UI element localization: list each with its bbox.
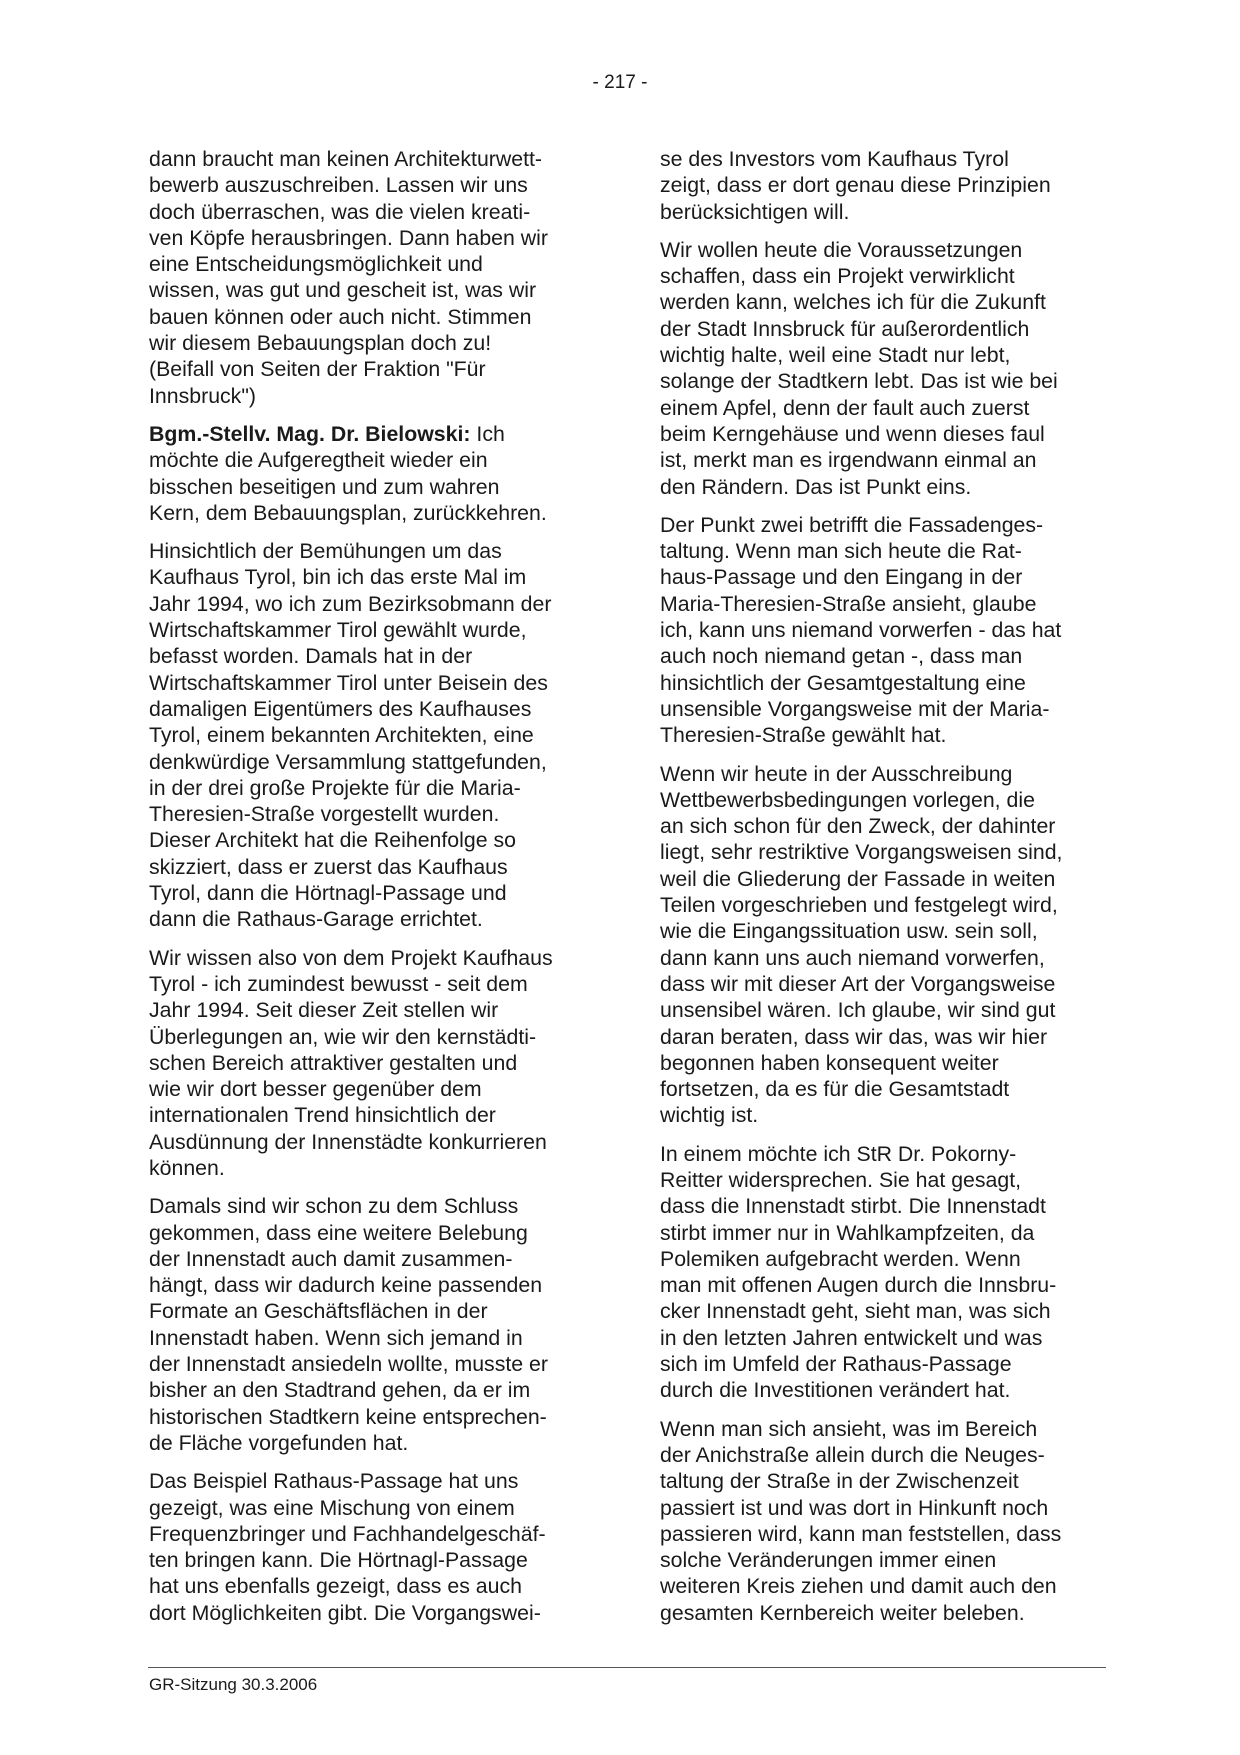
paragraph: Hinsichtlich der Bemühungen um das Kaufhaus Tyrol, bin ich das erste Mal im Jahr 1994, wo ich zum Bezirksobmann der Wirtschaftskammer Tirol gewählt wurde, befasst worden. Damals hat in der Wirtschaftskammer Tirol unter Beisein des damaligen Eigentümers des Kaufhauses Tyrol, einem bekannten Architekten, eine denkwürdige Versammlung stattgefunden, in der drei große Projekte für die Maria- Theresien-Straße vorgestellt wurden. Dieser Architekt hat die Reihenfolge so skizziert, dass er zuerst das Kaufhaus Tyrol, dann die Hörtnagl-Passage und dann die Rathaus-Garage errichtet.	[149, 539, 552, 932]
page-number: - 217 -	[592, 72, 648, 93]
footer-session-date: GR-Sitzung 30.3.2006	[149, 1675, 318, 1694]
speaker-paragraph	[149, 421, 599, 526]
paragraph: dann braucht man keinen Architekturwett- bewerb auszuschreiben. Lassen wir uns doch überraschen, was die vielen kreati- ven Köpfe herausbringen. Dann haben wir eine Entscheidungsmöglichkeit und wissen, was gut und gescheit ist, was wir bauen können oder auch nicht. Stimmen wir diesem Bebauungsplan doch zu! (Beifall von Seiten der Fraktion "Für Innsbruck")	[149, 147, 548, 408]
paragraph: In einem möchte ich StR Dr. Pokorny- Reitter widersprechen. Sie hat gesagt, dass die Innenstadt stirbt. Die Innenstadt stirbt immer nur in Wahlkampfzeiten, da Polemiken aufgebracht werden. Wenn man mit offenen Augen durch die Innsbru- cker Innenstadt geht, sieht man, was sich in den letzten Jahren entwickelt und was sich im Umfeld der Rathaus-Passage durch die Investitionen verändert hat.	[660, 1141, 1057, 1403]
speaker-statement: Ich möchte die Aufgeregtheit wieder ein bisschen beseitigen und zum wahren Kern, dem Bebauungsplan, zurückkehren.	[149, 421, 547, 525]
right-column	[660, 146, 1110, 1638]
paragraph: Damals sind wir schon zu dem Schluss gekommen, dass eine weitere Belebung der Innenstadt auch damit zusammen- hängt, dass wir dadurch keine passenden Formate an Geschäftsflächen in der Innenstadt haben. Wenn sich jemand in der Innenstadt ansiedeln wollte, musste er bisher an den Stadtrand gehen, da er im historischen Stadtkern keine entsprechen- de Fläche vorgefunden hat.	[149, 1194, 548, 1455]
paragraph: se des Investors vom Kaufhaus Tyrol zeigt, dass er dort genau diese Prinzipien berücksichtigen will.	[660, 147, 1051, 224]
paragraph: Wenn wir heute in der Ausschreibung Wettbewerbsbedingungen vorlegen, die an sich schon für den Zweck, der dahinter liegt, sehr restriktive Vorgangsweisen sind, weil die Gliederung der Fassade in weiten Teilen vorgeschrieben und festgelegt wird, wie die Eingangssituation usw. sein soll, dann kann uns auch niemand vorwerfen, dass wir mit dieser Art der Vorgangsweise unsensibel wären. Ich glaube, wir sind gut daran beraten, dass wir das, was wir hier begonnen haben konsequent weiter fortsetzen, da es für die Gesamtstadt wichtig ist.	[660, 761, 1063, 1128]
paragraph: Wir wollen heute die Voraussetzungen schaffen, dass ein Projekt verwirklicht werden kann, welches ich für die Zukunft der Stadt Innsbruck für außerordentlich wichtig halte, weil eine Stadt nur lebt, solange der Stadtkern lebt. Das ist wie bei einem Apfel, denn der fault auch zuerst beim Kerngehäuse und wenn dieses faul ist, merkt man es irgendwann einmal an den Rändern. Das ist Punkt eins.	[660, 237, 1058, 499]
paragraph: Der Punkt zwei betrifft die Fassadenges- taltung. Wenn man sich heute die Rat- haus-Passage und den Eingang in der Maria-Theresien-Straße ansieht, glaube ich, kann uns niemand vorwerfen - das hat auch noch niemand getan -, dass man hinsichtlich der Gesamtgestaltung eine unsensible Vorgangsweise mit der Maria- Theresien-Straße gewählt hat.	[660, 512, 1062, 748]
paragraph: Das Beispiel Rathaus-Passage hat uns gezeigt, was eine Mischung von einem Frequenzbringer und Fachhandelgeschäf- ten bringen kann. Die Hörtnagl-Passage hat uns ebenfalls gezeigt, dass es auch dort Möglichkeiten gibt. Die Vorgangswei-	[149, 1469, 546, 1625]
speaker-name: Bgm.-Stellv. Mag. Dr. Bielowski:	[149, 421, 471, 446]
footer-divider	[148, 1667, 1106, 1668]
left-column	[149, 146, 599, 1638]
paragraph: Wir wissen also von dem Projekt Kaufhaus Tyrol - ich zumindest bewusst - seit dem Jahr 1994. Seit dieser Zeit stellen wir Überlegungen an, wie wir den kernstädti- schen Bereich attraktiver gestalten und wie wir dort besser gegenüber dem internationalen Trend hinsichtlich der Ausdünnung der Innenstädte konkurrieren können.	[149, 945, 553, 1180]
paragraph: Wenn man sich ansieht, was im Bereich der Anichstraße allein durch die Neuges- taltung der Straße in der Zwischenzeit passiert ist und was dort in Hinkunft noch passieren wird, kann man feststellen, dass solche Veränderungen immer einen weiteren Kreis ziehen und damit auch den gesamten Kernbereich weiter beleben.	[660, 1416, 1062, 1625]
